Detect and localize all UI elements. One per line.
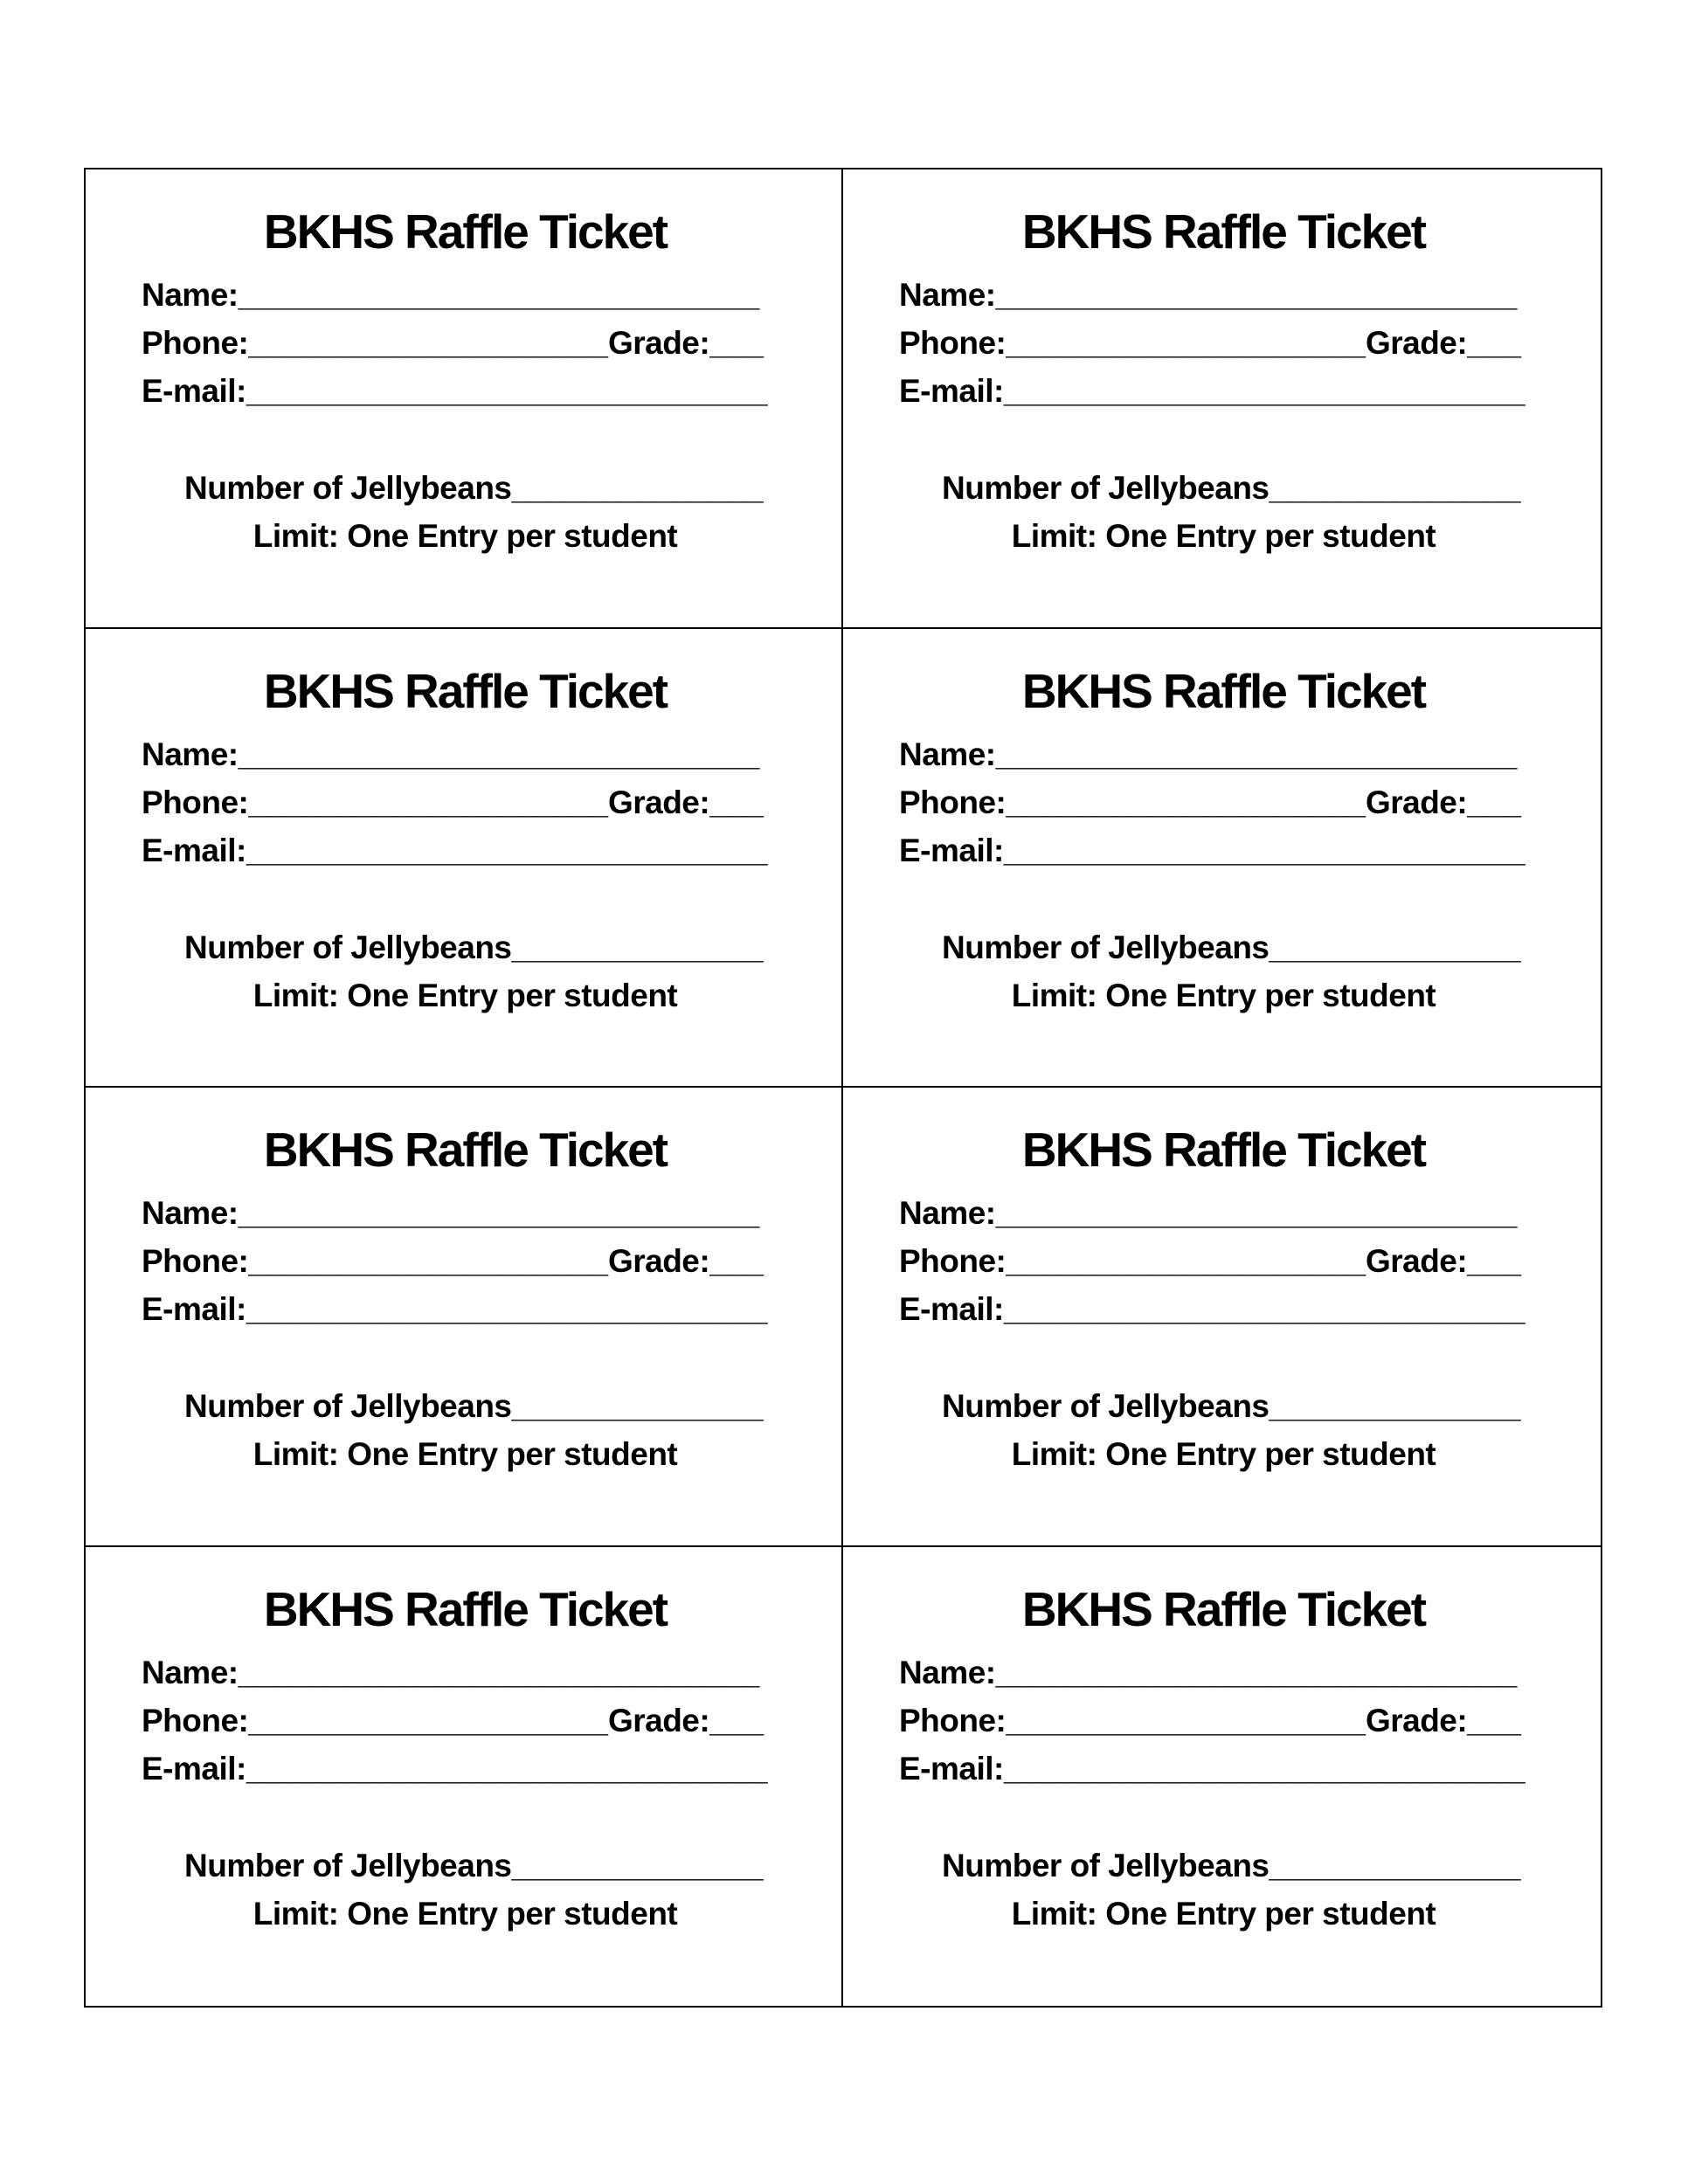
jellybeans-blank-line: ______________ xyxy=(511,1847,764,1883)
name-line xyxy=(142,271,789,319)
name-label: Name: xyxy=(142,736,239,772)
name-line xyxy=(899,271,1548,319)
ticket-title: BKHS Raffle Ticket xyxy=(263,204,668,259)
grade-blank-line: ___ xyxy=(709,1243,764,1279)
jellybeans-line xyxy=(142,1842,789,1890)
email-line xyxy=(899,826,1548,874)
jellybeans-label: Number of Jellybeans xyxy=(184,1847,512,1883)
email-label: E-mail: xyxy=(142,1750,246,1787)
limit-note: Limit: One Entry per student xyxy=(1011,1436,1436,1472)
phone-blank-line: ____________________ xyxy=(248,325,608,361)
ticket-title: BKHS Raffle Ticket xyxy=(1021,204,1426,259)
name-line xyxy=(142,730,789,778)
jellybeans-label: Number of Jellybeans xyxy=(184,470,512,506)
jellybeans-line xyxy=(899,1842,1548,1890)
ticket-title: BKHS Raffle Ticket xyxy=(263,1581,668,1636)
raffle-ticket-8 xyxy=(843,1547,1601,2007)
limit-note: Limit: One Entry per student xyxy=(253,518,678,554)
phone-grade-line xyxy=(899,778,1548,826)
grade-label: Grade: xyxy=(607,784,710,820)
grade-blank-line: ___ xyxy=(709,1702,764,1738)
jellybeans-label: Number of Jellybeans xyxy=(942,929,1269,965)
jellybeans-line xyxy=(899,464,1548,512)
raffle-ticket-4 xyxy=(843,629,1601,1089)
limit-note: Limit: One Entry per student xyxy=(253,1895,678,1932)
grade-label: Grade: xyxy=(1365,1702,1468,1738)
phone-grade-line xyxy=(142,778,789,826)
email-label: E-mail: xyxy=(899,1291,1004,1327)
ticket-title: BKHS Raffle Ticket xyxy=(1021,663,1426,718)
raffle-ticket-1 xyxy=(86,169,843,629)
phone-label: Phone: xyxy=(142,325,249,361)
email-blank-line: _____________________________ xyxy=(246,373,768,409)
name-blank-line: _____________________________ xyxy=(238,1654,760,1690)
email-label: E-mail: xyxy=(142,832,246,868)
jellybeans-label: Number of Jellybeans xyxy=(942,1847,1269,1883)
jellybeans-line xyxy=(899,1382,1548,1430)
email-label: E-mail: xyxy=(142,373,246,409)
name-blank-line: _____________________________ xyxy=(995,736,1518,772)
jellybeans-line xyxy=(899,923,1548,971)
email-line xyxy=(899,1285,1548,1333)
name-label: Name: xyxy=(142,1195,239,1231)
jellybeans-label: Number of Jellybeans xyxy=(184,929,512,965)
name-blank-line: _____________________________ xyxy=(995,1195,1518,1231)
grade-blank-line: ___ xyxy=(1467,325,1521,361)
phone-blank-line: ____________________ xyxy=(248,784,608,820)
email-blank-line: _____________________________ xyxy=(246,1750,768,1787)
raffle-ticket-5 xyxy=(86,1088,843,1547)
grade-blank-line: ___ xyxy=(1467,1702,1521,1738)
limit-note: Limit: One Entry per student xyxy=(253,977,678,1013)
phone-grade-line xyxy=(899,1237,1548,1285)
phone-grade-line xyxy=(142,1697,789,1745)
jellybeans-blank-line: ______________ xyxy=(1269,929,1521,965)
email-line xyxy=(899,367,1548,415)
limit-note: Limit: One Entry per student xyxy=(253,1436,678,1472)
jellybeans-blank-line: ______________ xyxy=(1269,470,1521,506)
name-line xyxy=(899,1189,1548,1237)
email-label: E-mail: xyxy=(899,832,1004,868)
email-blank-line: _____________________________ xyxy=(246,832,768,868)
name-label: Name: xyxy=(899,277,996,313)
raffle-ticket-6 xyxy=(843,1088,1601,1547)
phone-label: Phone: xyxy=(899,325,1007,361)
email-line xyxy=(142,367,789,415)
email-label: E-mail: xyxy=(899,1750,1004,1787)
email-blank-line: _____________________________ xyxy=(246,1291,768,1327)
ticket-title: BKHS Raffle Ticket xyxy=(1021,1123,1426,1177)
phone-blank-line: ____________________ xyxy=(248,1702,608,1738)
ticket-title: BKHS Raffle Ticket xyxy=(1021,1581,1426,1636)
jellybeans-blank-line: ______________ xyxy=(511,470,764,506)
limit-note: Limit: One Entry per student xyxy=(1011,518,1436,554)
phone-label: Phone: xyxy=(142,1243,249,1279)
phone-label: Phone: xyxy=(899,1243,1007,1279)
phone-label: Phone: xyxy=(142,784,249,820)
email-line xyxy=(142,826,789,874)
jellybeans-label: Number of Jellybeans xyxy=(184,1388,512,1424)
grade-blank-line: ___ xyxy=(1467,784,1521,820)
jellybeans-line xyxy=(142,1382,789,1430)
grade-label: Grade: xyxy=(607,1702,710,1738)
email-line xyxy=(142,1745,789,1793)
phone-blank-line: ____________________ xyxy=(248,1243,608,1279)
email-blank-line: _____________________________ xyxy=(1003,832,1525,868)
phone-label: Phone: xyxy=(142,1702,249,1738)
phone-blank-line: ____________________ xyxy=(1006,1243,1366,1279)
jellybeans-blank-line: ______________ xyxy=(1269,1388,1521,1424)
email-blank-line: _____________________________ xyxy=(1003,1750,1525,1787)
grade-label: Grade: xyxy=(1365,325,1468,361)
email-blank-line: _____________________________ xyxy=(1003,373,1525,409)
phone-label: Phone: xyxy=(899,1702,1007,1738)
ticket-title: BKHS Raffle Ticket xyxy=(263,1123,668,1177)
limit-note: Limit: One Entry per student xyxy=(1011,1895,1436,1932)
name-line xyxy=(142,1648,789,1697)
name-label: Name: xyxy=(899,736,996,772)
raffle-ticket-2 xyxy=(843,169,1601,629)
phone-blank-line: ____________________ xyxy=(1006,1702,1366,1738)
name-label: Name: xyxy=(142,277,239,313)
name-line xyxy=(899,730,1548,778)
name-blank-line: _____________________________ xyxy=(238,736,760,772)
grade-label: Grade: xyxy=(607,1243,710,1279)
jellybeans-line xyxy=(142,464,789,512)
phone-grade-line xyxy=(899,1697,1548,1745)
grade-label: Grade: xyxy=(1365,784,1468,820)
phone-blank-line: ____________________ xyxy=(1006,325,1366,361)
phone-grade-line xyxy=(142,319,789,367)
jellybeans-line xyxy=(142,923,789,971)
email-blank-line: _____________________________ xyxy=(1003,1291,1525,1327)
name-blank-line: _____________________________ xyxy=(995,277,1518,313)
email-label: E-mail: xyxy=(899,373,1004,409)
name-blank-line: _____________________________ xyxy=(238,277,760,313)
phone-grade-line xyxy=(899,319,1548,367)
jellybeans-label: Number of Jellybeans xyxy=(942,1388,1269,1424)
jellybeans-blank-line: ______________ xyxy=(511,1388,764,1424)
raffle-ticket-7 xyxy=(86,1547,843,2007)
grade-blank-line: ___ xyxy=(709,325,764,361)
email-line xyxy=(142,1285,789,1333)
name-blank-line: _____________________________ xyxy=(238,1195,760,1231)
jellybeans-blank-line: ______________ xyxy=(1269,1847,1521,1883)
ticket-title: BKHS Raffle Ticket xyxy=(263,663,668,718)
name-blank-line: _____________________________ xyxy=(995,1654,1518,1690)
name-label: Name: xyxy=(899,1654,996,1690)
name-line xyxy=(142,1189,789,1237)
jellybeans-label: Number of Jellybeans xyxy=(942,470,1269,506)
phone-label: Phone: xyxy=(899,784,1007,820)
grade-label: Grade: xyxy=(1365,1243,1468,1279)
name-line xyxy=(899,1648,1548,1697)
limit-note: Limit: One Entry per student xyxy=(1011,977,1436,1013)
email-label: E-mail: xyxy=(142,1291,246,1327)
email-line xyxy=(899,1745,1548,1793)
phone-blank-line: ____________________ xyxy=(1006,784,1366,820)
raffle-ticket-3 xyxy=(86,629,843,1089)
phone-grade-line xyxy=(142,1237,789,1285)
jellybeans-blank-line: ______________ xyxy=(511,929,764,965)
grade-label: Grade: xyxy=(607,325,710,361)
grade-blank-line: ___ xyxy=(709,784,764,820)
name-label: Name: xyxy=(142,1654,239,1690)
ticket-grid xyxy=(84,168,1602,2008)
grade-blank-line: ___ xyxy=(1467,1243,1521,1279)
name-label: Name: xyxy=(899,1195,996,1231)
